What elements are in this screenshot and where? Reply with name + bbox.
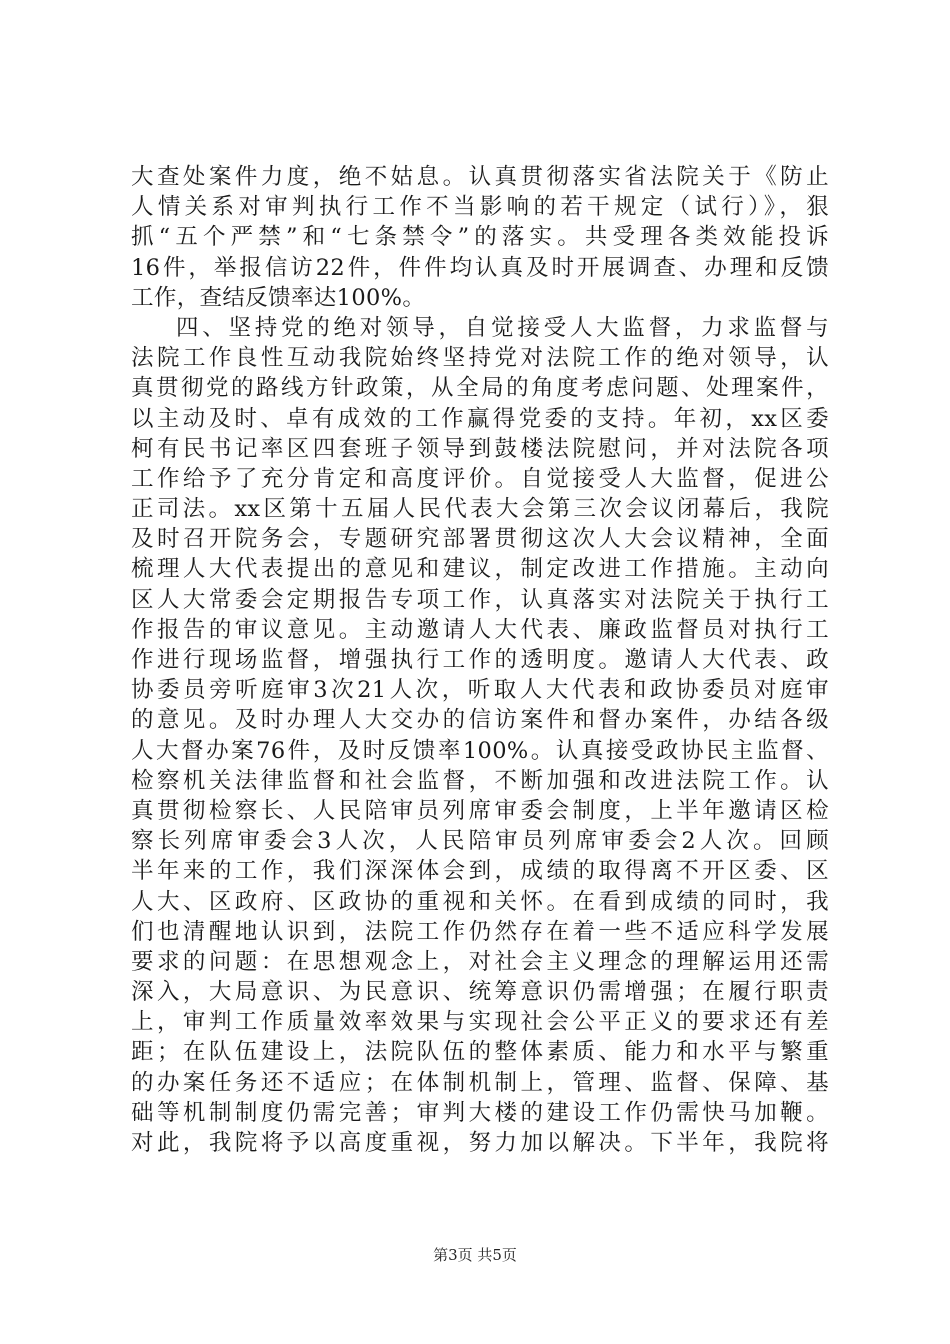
text-line: 检察机关法律监督和社会监督，不断加强和改进法院工作。认 — [131, 767, 829, 794]
text-line: 工作，查结反馈率达100%。 — [131, 284, 426, 311]
page-number-footer: 第3页 共5页 — [433, 1246, 517, 1264]
text-line: 们也清醒地认识到，法院工作仍然存在着一些不适应科学发展 — [131, 918, 829, 945]
text-line: 础等机制制度仍需完善；审判大楼的建设工作仍需快马加鞭。 — [131, 1099, 829, 1126]
text-line: 柯有民书记率区四套班子领导到鼓楼法院慰问，并对法院各项 — [131, 435, 829, 462]
text-line: 人大督办案76件，及时反馈率100%。认真接受政协民主监督、 — [131, 737, 829, 764]
text-line: 16件，举报信访22件，件件均认真及时开展调查、办理和反馈 — [131, 254, 829, 281]
text-line: 的办案任务还不适应；在体制机制上，管理、监督、保障、基 — [131, 1069, 829, 1096]
text-line: 人大、区政府、区政协的重视和关怀。在看到成绩的同时，我 — [131, 888, 829, 915]
text-line: 抓“五个严禁”和“七条禁令”的落实。共受理各类效能投诉 — [131, 224, 829, 251]
section-heading-line: 四、坚持党的绝对领导，自觉接受人大监督，力求监督与 — [176, 314, 829, 341]
text-line: 以主动及时、卓有成效的工作赢得党委的支持。年初，xx区委 — [131, 405, 829, 432]
text-line: 梳理人大代表提出的意见和建议，制定改进工作措施。主动向 — [131, 556, 829, 583]
text-line: 作报告的审议意见。主动邀请人大代表、廉政监督员对执行工 — [131, 616, 829, 643]
text-line: 对此，我院将予以高度重视，努力加以解决。下半年，我院将 — [131, 1130, 829, 1156]
text-line: 察长列席审委会3人次，人民陪审员列席审委会2人次。回顾 — [131, 828, 829, 855]
text-line: 协委员旁听庭审3次21人次，听取人大代表和政协委员对庭审 — [131, 677, 829, 704]
text-line: 法院工作良性互动我院始终坚持党对法院工作的绝对领导，认 — [131, 345, 829, 372]
text-line: 作进行现场监督，增强执行工作的透明度。邀请人大代表、政 — [131, 647, 829, 673]
text-line: 半年来的工作，我们深深体会到，成绩的取得离不开区委、区 — [131, 858, 829, 885]
text-line: 要求的问题：在思想观念上，对社会主义理念的理解运用还需 — [131, 948, 829, 975]
text-line: 深入，大局意识、为民意识、统筹意识仍需增强；在履行职责 — [131, 979, 829, 1006]
text-line: 工作给予了充分肯定和高度评价。自觉接受人大监督，促进公 — [131, 465, 829, 492]
text-line: 真贯彻党的路线方针政策，从全局的角度考虑问题、处理案件， — [131, 375, 829, 402]
text-line: 大查处案件力度，绝不姑息。认真贯彻落实省法院关于《防止 — [131, 164, 829, 190]
text-line: 距；在队伍建设上，法院队伍的整体素质、能力和水平与繁重 — [131, 1039, 829, 1066]
text-line: 真贯彻检察长、人民陪审员列席审委会制度，上半年邀请区检 — [131, 797, 829, 824]
document-body — [131, 162, 829, 1158]
text-line: 人情关系对审判执行工作不当影响的若干规定（试行）》，狠 — [131, 194, 829, 221]
text-line: 正司法。xx区第十五届人民代表大会第三次会议闭幕后，我院 — [131, 496, 829, 523]
text-line: 上，审判工作质量效率效果与实现社会公平正义的要求还有差 — [131, 1009, 829, 1036]
text-line: 及时召开院务会，专题研究部署贯彻这次人大会议精神，全面 — [131, 526, 829, 553]
text-line: 区人大常委会定期报告专项工作，认真落实对法院关于执行工 — [131, 586, 829, 613]
text-line: 的意见。及时办理人大交办的信访案件和督办案件，办结各级 — [131, 707, 829, 734]
